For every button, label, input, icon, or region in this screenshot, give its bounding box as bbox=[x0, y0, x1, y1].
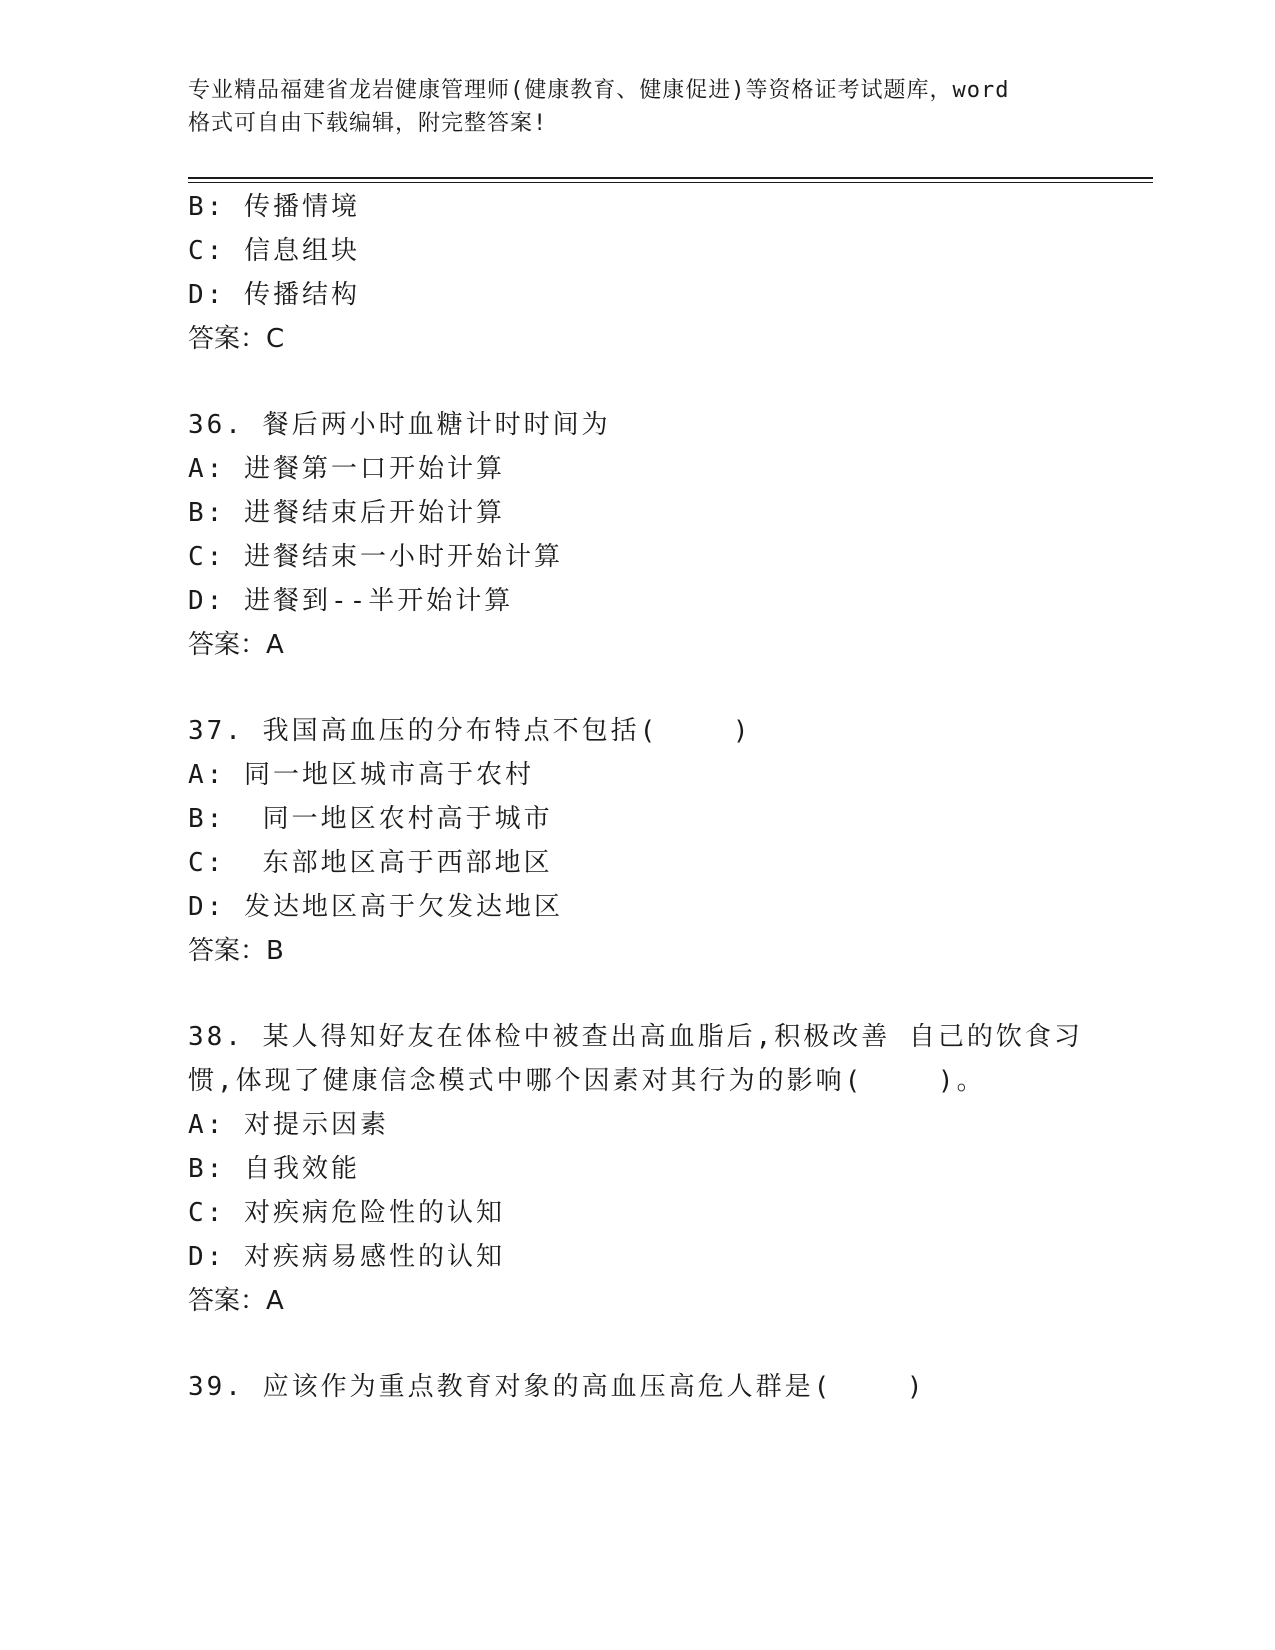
document-header bbox=[188, 74, 1088, 140]
q38-option-d: D: 对疾病易感性的认知 bbox=[188, 1242, 505, 1272]
q36-option-b: B: 进餐结束后开始计算 bbox=[188, 498, 505, 528]
q38-option-a: A: 对提示因素 bbox=[188, 1110, 389, 1140]
q39-question: 39. 应该作为重点教育对象的高血压高危人群是( ) bbox=[188, 1372, 926, 1402]
q36-answer: 答案：A bbox=[188, 630, 284, 660]
q35-answer: 答案：C bbox=[188, 324, 285, 354]
q35-option-d: D: 传播结构 bbox=[188, 280, 360, 310]
header-rule-thick bbox=[188, 177, 1153, 179]
q37-question: 37. 我国高血压的分布特点不包括( ) bbox=[188, 716, 752, 746]
header-rule-thin bbox=[188, 182, 1153, 183]
q35-option-b: B: 传播情境 bbox=[188, 192, 360, 222]
q35-option-c: C: 信息组块 bbox=[188, 236, 360, 266]
q37-option-d: D: 发达地区高于欠发达地区 bbox=[188, 892, 563, 922]
q37-option-a: A: 同一地区城市高于农村 bbox=[188, 760, 534, 790]
q37-answer: 答案：B bbox=[188, 936, 284, 966]
q38-answer: 答案：A bbox=[188, 1286, 284, 1316]
q38-question-line-2: 惯,体现了健康信念模式中哪个因素对其行为的影响( )。 bbox=[188, 1066, 986, 1096]
q38-question-line-1: 38. 某人得知好友在体检中被查出高血脂后,积极改善 自己的饮食习 bbox=[188, 1022, 1083, 1052]
header-line-2: 格式可自由下载编辑，附完整答案! bbox=[188, 111, 548, 136]
q38-option-b: B: 自我效能 bbox=[188, 1154, 360, 1184]
q37-option-b: B: 同一地区农村高于城市 bbox=[188, 804, 553, 834]
q36-option-a: A: 进餐第一口开始计算 bbox=[188, 454, 505, 484]
q37-option-c: C: 东部地区高于西部地区 bbox=[188, 848, 553, 878]
q38-option-c: C: 对疾病危险性的认知 bbox=[188, 1198, 505, 1228]
q36-question: 36. 餐后两小时血糖计时时间为 bbox=[188, 410, 611, 440]
q36-option-c: C: 进餐结束一小时开始计算 bbox=[188, 542, 563, 572]
header-line-1: 专业精品福建省龙岩健康管理师(健康教育、健康促进)等资格证考试题库，word bbox=[188, 78, 1010, 103]
q36-option-d: D: 进餐到--半开始计算 bbox=[188, 586, 514, 616]
